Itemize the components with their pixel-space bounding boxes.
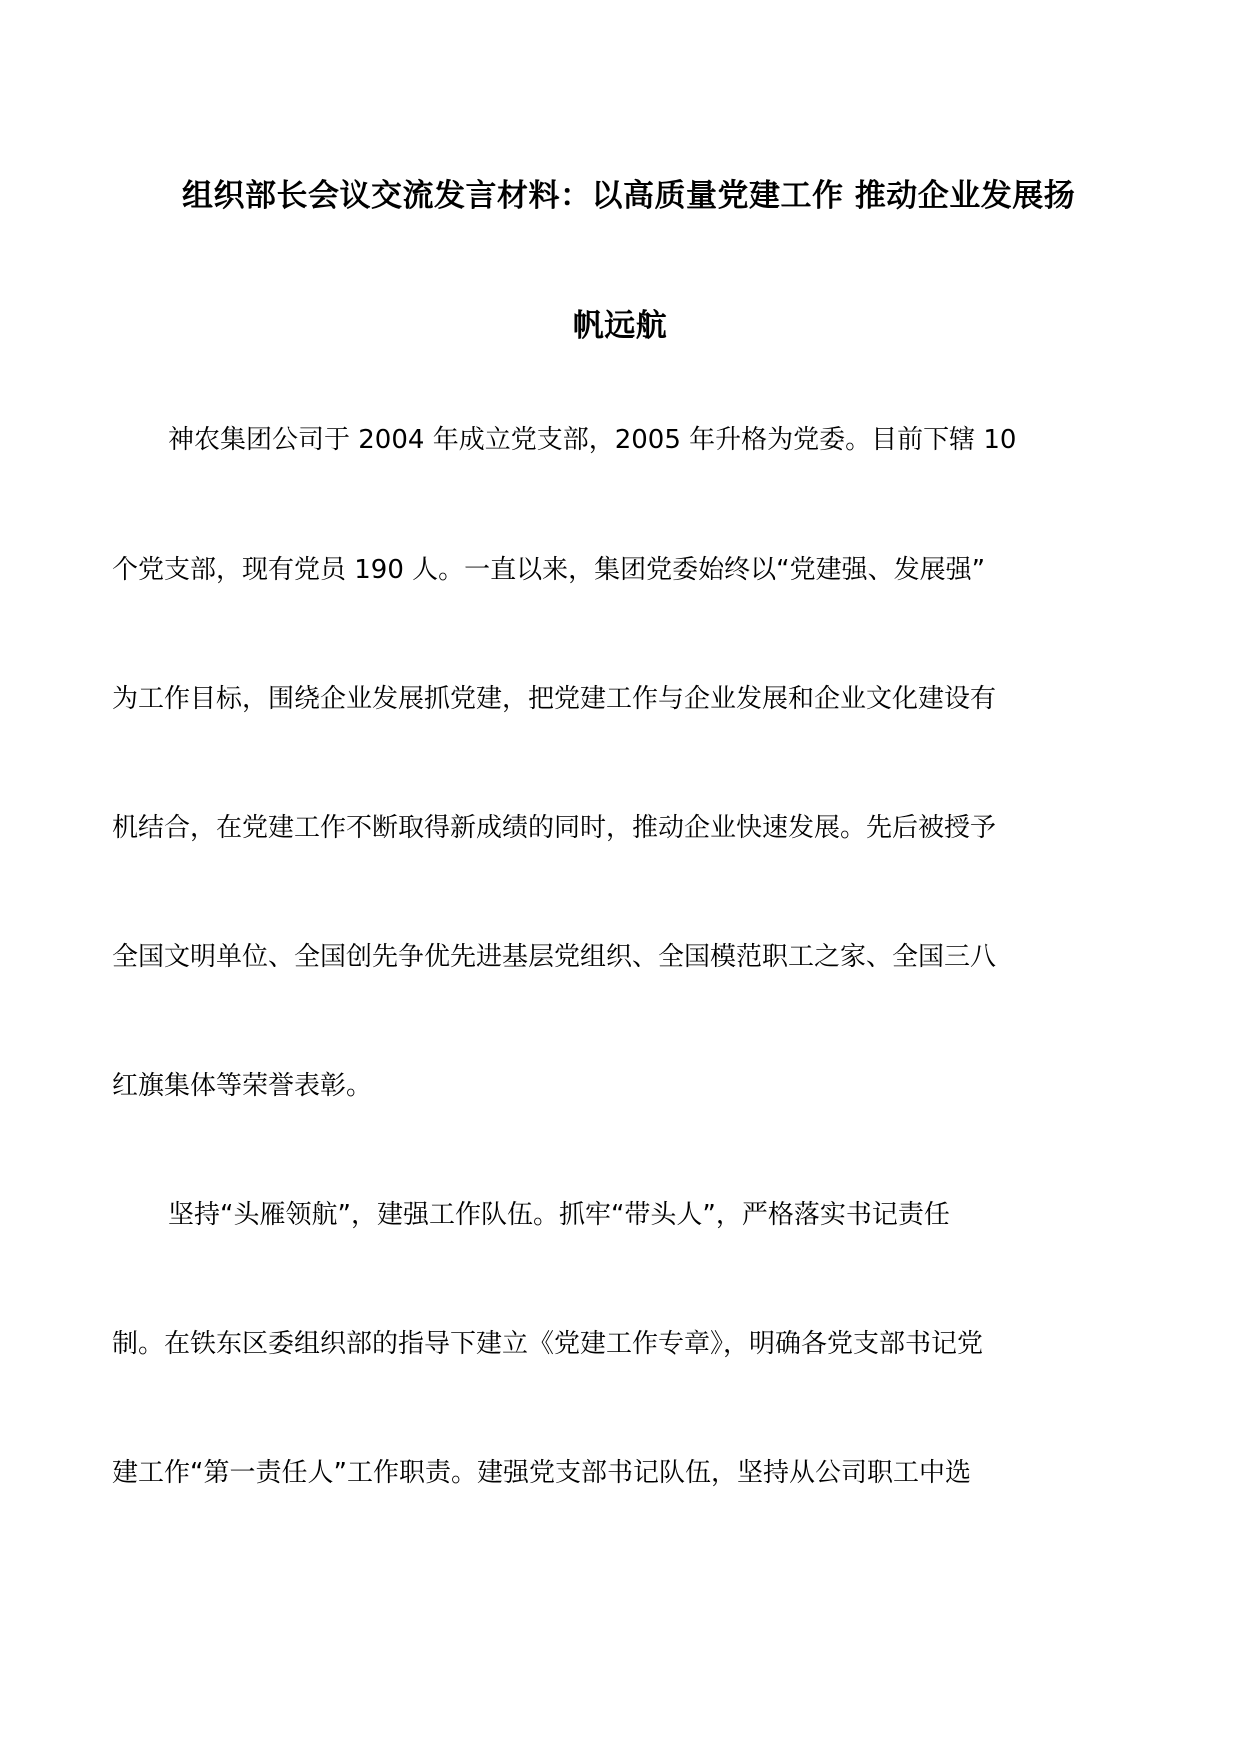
paragraph-1-line-5: 全国文明单位、全国创先争优先进基层党组织、全国模范职工之家、全国三八 <box>112 942 997 972</box>
paragraph-2-line-3: 建工作“第一责任人”工作职责。建强党支部书记队伍，坚持从公司职工中选 <box>112 1458 971 1488</box>
paragraph-1-line-4: 机结合，在党建工作不断取得新成绩的同时，推动企业快速发展。先后被授予 <box>112 813 997 843</box>
paragraph-2-line-1: 坚持“头雁领航”，建强工作队伍。抓牢“带头人”，严格落实书记责任 <box>168 1200 950 1230</box>
paragraph-1-line-6: 红旗集体等荣誉表彰。 <box>112 1071 373 1101</box>
paragraph-1-line-1: 神农集团公司于 2004 年成立党支部，2005 年升格为党委。目前下辖 10 <box>168 425 1017 455</box>
document-title-line-2: 帆远航 <box>572 308 668 344</box>
paragraph-1-line-2: 个党支部，现有党员 190 人。一直以来，集团党委始终以“党建强、发展强” <box>112 555 986 585</box>
document-title-line-1: 组织部长会议交流发言材料：以高质量党建工作 推动企业发展扬 <box>182 178 1076 214</box>
paragraph-1-line-3: 为工作目标，围绕企业发展抓党建，把党建工作与企业发展和企业文化建设有 <box>112 684 997 714</box>
paragraph-2-line-2: 制。在铁东区委组织部的指导下建立《党建工作专章》，明确各党支部书记党 <box>112 1329 984 1359</box>
